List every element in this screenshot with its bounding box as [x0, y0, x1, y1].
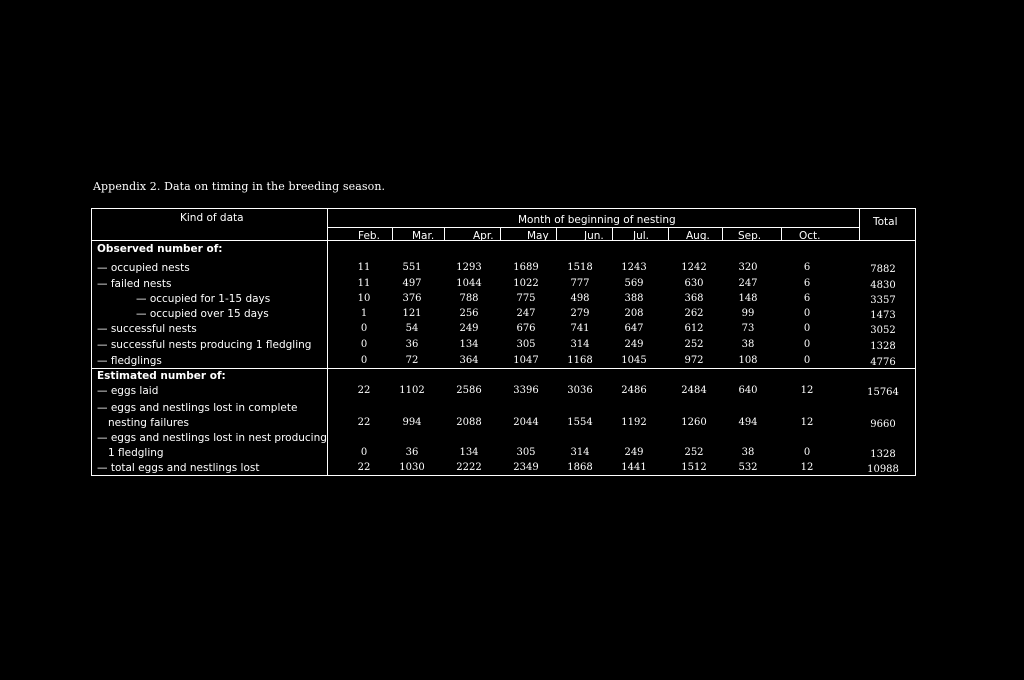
table-cell: 0	[803, 355, 811, 366]
table-cell: 2222	[456, 462, 482, 473]
table-cell: 788	[459, 293, 479, 304]
month-header-divider	[500, 228, 501, 240]
table-cell: 38	[741, 447, 755, 458]
table-cell: 532	[738, 462, 758, 473]
row-label: — fledglings	[97, 355, 162, 367]
table-cell: 305	[516, 447, 536, 458]
table-cell: 1192	[621, 417, 647, 428]
row-label: — eggs laid	[97, 385, 159, 397]
table-cell: 0	[803, 339, 811, 350]
month-header-divider	[444, 228, 445, 240]
table-cell: 134	[459, 339, 479, 350]
table-cell: 1243	[621, 262, 647, 273]
table-cell: 0	[360, 339, 368, 350]
month-header: May	[527, 230, 549, 242]
table-cell: 36	[405, 339, 419, 350]
table-cell: 252	[684, 447, 704, 458]
table-cell: 2044	[513, 417, 539, 428]
table-cell-total: 10988	[867, 464, 899, 475]
table-cell: 498	[570, 293, 590, 304]
table-cell: 0	[803, 323, 811, 334]
table-cell: 11	[357, 278, 371, 289]
table-cell: 314	[570, 447, 590, 458]
row-label: — eggs and nestlings lost in nest producing	[97, 432, 327, 444]
month-header-divider	[612, 228, 613, 240]
table-cell: 497	[402, 278, 422, 289]
table-cell: 1102	[399, 385, 425, 396]
table-cell: 2088	[456, 417, 482, 428]
row-label: 1 fledgling	[108, 447, 164, 459]
month-header-divider	[668, 228, 669, 240]
table-cell-total: 15764	[867, 387, 899, 398]
table-cell: 6	[803, 262, 811, 273]
table-cell-total: 9660	[870, 419, 896, 430]
table-cell: 494	[738, 417, 758, 428]
table-cell-total: 3052	[870, 325, 896, 336]
table-cell-total: 3357	[870, 295, 896, 306]
table-cell: 630	[684, 278, 704, 289]
table-cell: 0	[803, 447, 811, 458]
table-cell: 249	[624, 339, 644, 350]
row-label: — successful nests	[97, 323, 197, 335]
table-caption: Appendix 2. Data on timing in the breeding season.	[93, 180, 386, 193]
table-cell-total: 1473	[870, 310, 896, 321]
table-cell: 72	[405, 355, 419, 366]
table-cell: 208	[624, 308, 644, 319]
table-cell: 2486	[621, 385, 647, 396]
table-cell: 1260	[681, 417, 707, 428]
table-cell: 108	[738, 355, 758, 366]
section-estimated: Estimated number of:	[97, 370, 226, 382]
table-cell: 676	[516, 323, 536, 334]
table-cell: 2586	[456, 385, 482, 396]
row-label: — occupied nests	[97, 262, 190, 274]
row-label: — eggs and nestlings lost in complete	[97, 402, 298, 414]
table-cell: 1689	[513, 262, 539, 273]
table-cell: 1022	[513, 278, 539, 289]
table-cell: 0	[360, 355, 368, 366]
table-cell: 612	[684, 323, 704, 334]
table-cell-total: 7882	[870, 264, 896, 275]
table-cell: 314	[570, 339, 590, 350]
header-kind-of-data: Kind of data	[180, 212, 244, 224]
table-cell: 647	[624, 323, 644, 334]
table-cell: 1168	[567, 355, 593, 366]
month-header: Mar.	[412, 230, 435, 242]
table-cell: 279	[570, 308, 590, 319]
rule-left-of-total	[859, 208, 860, 240]
table-cell: 320	[738, 262, 758, 273]
rule-before-estimated	[91, 368, 916, 369]
table-cell: 247	[738, 278, 758, 289]
table-cell: 777	[570, 278, 590, 289]
table-cell: 1868	[567, 462, 593, 473]
table-cell: 775	[516, 293, 536, 304]
table-cell: 551	[402, 262, 422, 273]
table-cell: 10	[357, 293, 371, 304]
month-header-divider	[556, 228, 557, 240]
table-cell: 569	[624, 278, 644, 289]
table-cell: 1047	[513, 355, 539, 366]
table-cell: 6	[803, 293, 811, 304]
rule-under-month-title	[327, 227, 859, 228]
row-label: — successful nests producing 1 fledgling	[97, 339, 312, 351]
table-cell: 99	[741, 308, 755, 319]
month-header: Jul.	[633, 230, 650, 242]
table-cell: 2484	[681, 385, 707, 396]
table-cell: 376	[402, 293, 422, 304]
table-cell: 364	[459, 355, 479, 366]
rule-left-of-months	[327, 208, 328, 476]
table-cell: 3036	[567, 385, 593, 396]
table-cell: 22	[357, 462, 371, 473]
table-cell: 22	[357, 417, 371, 428]
header-month-group: Month of beginning of nesting	[518, 214, 676, 226]
row-label: — total eggs and nestlings lost	[97, 462, 260, 474]
table-cell: 0	[360, 323, 368, 334]
month-header: Feb.	[358, 230, 380, 242]
table-cell: 262	[684, 308, 704, 319]
table-cell: 388	[624, 293, 644, 304]
table-cell: 73	[741, 323, 755, 334]
table-cell: 1512	[681, 462, 707, 473]
table-cell: 12	[800, 385, 814, 396]
table-cell: 994	[402, 417, 422, 428]
row-label: nesting failures	[108, 417, 189, 429]
table-cell: 1518	[567, 262, 593, 273]
month-header-divider	[781, 228, 782, 240]
table-cell: 640	[738, 385, 758, 396]
table-cell: 972	[684, 355, 704, 366]
table-cell: 22	[357, 385, 371, 396]
table-cell: 0	[360, 447, 368, 458]
month-header-divider	[722, 228, 723, 240]
table-cell-total: 1328	[870, 449, 896, 460]
table-cell: 121	[402, 308, 422, 319]
month-header: Sep.	[738, 230, 762, 242]
table-cell: 305	[516, 339, 536, 350]
table-cell: 1242	[681, 262, 707, 273]
month-header: Jun.	[584, 230, 604, 242]
table-cell: 1044	[456, 278, 482, 289]
table-cell-total: 4776	[870, 357, 896, 368]
table-cell-total: 1328	[870, 341, 896, 352]
row-label: — occupied for 1-15 days	[136, 293, 271, 305]
table-cell: 256	[459, 308, 479, 319]
month-header: Aug.	[686, 230, 710, 242]
month-header: Apr.	[473, 230, 494, 242]
table-cell: 3396	[513, 385, 539, 396]
table-cell: 249	[624, 447, 644, 458]
table-cell: 2349	[513, 462, 539, 473]
table-cell: 6	[803, 278, 811, 289]
rule-under-header	[91, 240, 916, 241]
section-observed: Observed number of:	[97, 243, 223, 255]
table-cell: 38	[741, 339, 755, 350]
table-cell: 11	[357, 262, 371, 273]
row-label: — occupied over 15 days	[136, 308, 269, 320]
table-cell: 368	[684, 293, 704, 304]
table-cell: 148	[738, 293, 758, 304]
table-cell: 252	[684, 339, 704, 350]
table-cell: 54	[405, 323, 419, 334]
table-cell: 1045	[621, 355, 647, 366]
table-cell: 249	[459, 323, 479, 334]
table-cell: 36	[405, 447, 419, 458]
month-header: Oct.	[799, 230, 821, 242]
header-total: Total	[873, 216, 898, 228]
table-cell: 0	[803, 308, 811, 319]
table-cell: 741	[570, 323, 590, 334]
table-cell: 1441	[621, 462, 647, 473]
table-cell: 247	[516, 308, 536, 319]
table-cell: 1030	[399, 462, 425, 473]
table-cell: 12	[800, 417, 814, 428]
table-cell: 12	[800, 462, 814, 473]
table-cell: 134	[459, 447, 479, 458]
table-cell-total: 4830	[870, 280, 896, 291]
month-header-divider	[392, 228, 393, 240]
row-label: — failed nests	[97, 278, 172, 290]
table-cell: 1293	[456, 262, 482, 273]
table-cell: 1	[360, 308, 368, 319]
table-cell: 1554	[567, 417, 593, 428]
